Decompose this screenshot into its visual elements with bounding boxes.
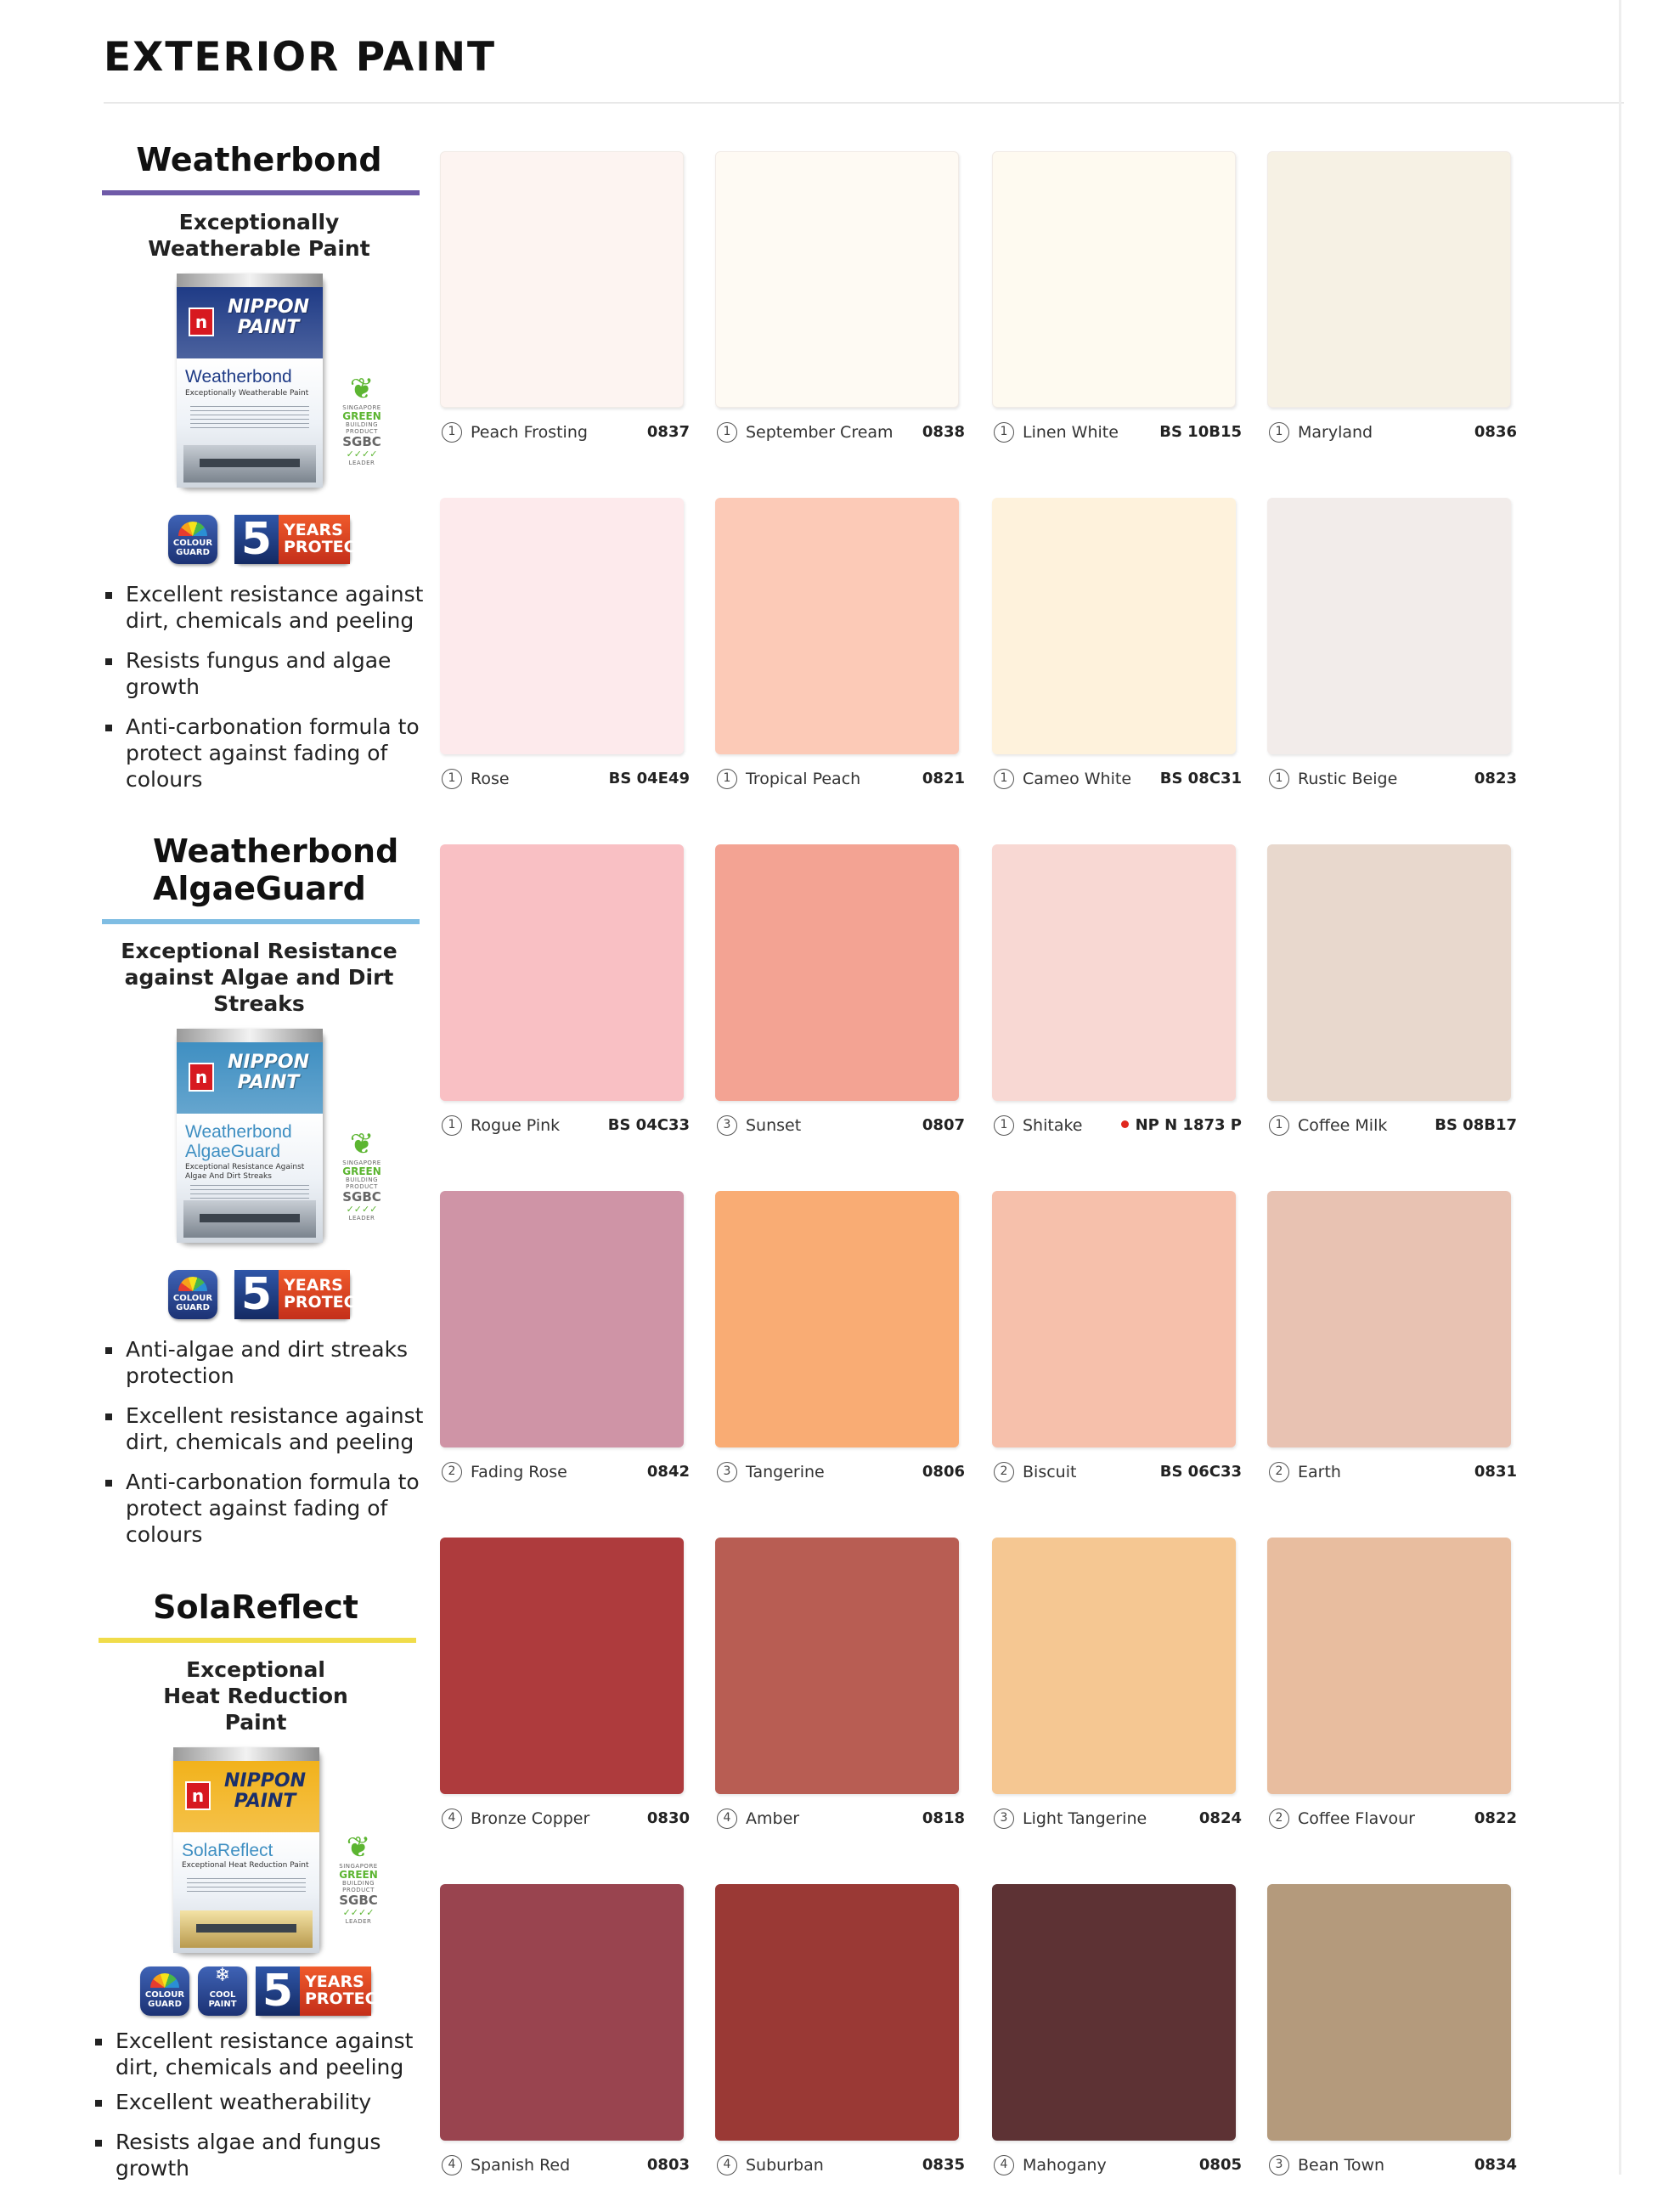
feature-list	[93, 1336, 425, 1548]
swatch-code	[1159, 420, 1242, 445]
badge-row	[90, 1965, 421, 2017]
swatch-code	[1199, 1806, 1242, 1831]
swatch-label	[440, 1459, 690, 1485]
product-tagline: Exceptional Resistance against Algae and Dirt Streaks	[121, 939, 397, 1016]
color-swatch[interactable]	[440, 1191, 690, 1481]
swatch-tier-number: 3	[717, 1115, 737, 1136]
product-rule	[102, 190, 420, 195]
swatch-chip[interactable]	[1267, 151, 1511, 408]
swatch-name: Peach Frosting	[471, 423, 588, 442]
product-rule	[102, 919, 420, 924]
sgbc-text: SINGAPORE	[342, 1160, 381, 1166]
swatch-code-text: NP N 1873 P	[1135, 1116, 1242, 1134]
color-swatch[interactable]	[1267, 151, 1517, 442]
can-brand-text: NIPPON PAINT	[228, 296, 309, 338]
swatch-label	[440, 1113, 690, 1138]
nippon-logo-icon: n	[189, 308, 214, 336]
swatch-code-text: 0821	[922, 770, 965, 787]
feature-item: Excellent resistance against dirt, chemicals and peeling	[100, 1402, 425, 1455]
swatch-code	[1160, 1459, 1242, 1485]
swatch-label	[992, 766, 1242, 792]
color-swatch[interactable]	[715, 1538, 965, 1828]
color-swatch[interactable]	[440, 1538, 690, 1828]
page-title: EXTERIOR PAINT	[104, 34, 497, 81]
swatch-code	[647, 2153, 690, 2178]
swatch-code	[647, 1806, 690, 1831]
swatch-name: Rustic Beige	[1298, 770, 1398, 788]
color-swatch[interactable]	[715, 151, 965, 442]
product-rule	[99, 1638, 416, 1643]
swatch-code	[1160, 766, 1242, 792]
swatch-code	[922, 2153, 965, 2178]
title-divider	[104, 102, 1624, 104]
swatch-code-text: 0823	[1474, 770, 1517, 787]
5-years-protect-badge-icon: 5 YEARS PROTECT	[234, 1270, 350, 1319]
feature-item: Anti-carbonation formula to protect against fading of colours	[100, 1469, 425, 1548]
swatch-label	[715, 1459, 965, 1485]
swatch-code-text: 0803	[646, 2156, 690, 2174]
product-visual	[93, 274, 425, 503]
nippon-logo-icon: n	[189, 1063, 214, 1092]
paint-can	[177, 274, 323, 488]
badge-row	[93, 513, 425, 566]
swatch-code	[922, 1806, 965, 1831]
color-swatch[interactable]	[992, 1538, 1242, 1828]
color-swatch[interactable]	[1267, 1191, 1517, 1481]
swatch-code	[647, 420, 690, 445]
can-lid	[173, 1747, 319, 1761]
swatch-chip[interactable]	[715, 151, 959, 408]
swatch-label	[440, 1806, 690, 1831]
swatch-code-text: BS 08C31	[1159, 770, 1242, 787]
leaf-icon: ❦	[346, 1831, 371, 1865]
can-brand-text: NIPPON PAINT	[228, 1052, 309, 1093]
badge-row	[93, 1268, 425, 1321]
swatch-code-text: 0842	[646, 1463, 690, 1481]
swatch-chip[interactable]	[715, 1884, 959, 2141]
swatch-tier-number: 4	[442, 2155, 462, 2175]
sgbc-text: SGBC	[342, 1189, 381, 1205]
swatch-code-text: 0835	[922, 2156, 965, 2174]
swatch-code-text: 0805	[1198, 2156, 1242, 2174]
swatch-label	[1267, 2153, 1517, 2178]
swatch-tier-number: 1	[1269, 769, 1289, 789]
swatch-name: Tropical Peach	[746, 770, 861, 788]
swatch-code-text: BS 08B17	[1435, 1116, 1517, 1134]
5-years-protect-badge-icon: 5 YEARS PROTECT	[234, 515, 350, 564]
swatch-code	[1199, 2153, 1242, 2178]
swatch-code	[1121, 1113, 1242, 1138]
can-product-name: Weatherbond AlgaeGuard	[185, 1122, 292, 1161]
color-swatch[interactable]	[715, 844, 965, 1135]
swatch-name: Sunset	[746, 1116, 802, 1135]
can-fineprint	[187, 1878, 306, 1895]
sgbc-text: GREEN	[339, 1869, 378, 1881]
swatch-name: Mahogany	[1023, 2156, 1107, 2175]
sgbc-text: LEADER	[348, 1215, 375, 1222]
feature-item: Resists fungus and algae growth	[100, 647, 425, 700]
swatch-name: Shitake	[1023, 1116, 1083, 1135]
paint-can	[177, 1029, 323, 1243]
swatch-name: Suburban	[746, 2156, 824, 2175]
swatch-name: Linen White	[1023, 423, 1119, 442]
swatch-chip[interactable]	[992, 1191, 1236, 1447]
swatch-chip[interactable]	[715, 1538, 959, 1794]
swatch-name: Rose	[471, 770, 510, 788]
swatch-label	[715, 766, 965, 792]
swatch-code	[1474, 766, 1517, 792]
swatch-code-text: 0807	[922, 1116, 965, 1134]
product-name: SolaReflect	[153, 1588, 358, 1626]
swatch-code-text: 0838	[922, 423, 965, 441]
feature-list	[90, 2028, 421, 2181]
swatch-tier-number: 1	[1269, 422, 1289, 443]
product-tagline: Exceptional Heat Reduction Paint	[163, 1657, 348, 1735]
swatch-name: Spanish Red	[471, 2156, 571, 2175]
product-tagline: Exceptionally Weatherable Paint	[148, 210, 370, 261]
can-subtitle: Exceptionally Weatherable Paint	[185, 389, 309, 398]
can-lid	[177, 274, 323, 287]
feature-item: Excellent resistance against dirt, chemicals and peeling	[100, 581, 425, 634]
swatch-tier-number: 3	[717, 1462, 737, 1482]
can-fineprint	[190, 1185, 309, 1199]
swatch-chip[interactable]	[440, 844, 684, 1101]
sgbc-text: PRODUCT	[346, 1183, 378, 1190]
product-name: Weatherbond	[136, 141, 382, 178]
tick-icon: ✓✓✓✓	[346, 449, 378, 460]
product-visual	[93, 1029, 425, 1258]
swatch-name: Bean Town	[1298, 2156, 1385, 2175]
tick-icon: ✓✓✓✓	[346, 1204, 378, 1215]
color-swatch[interactable]	[440, 1884, 690, 2175]
can-product-name: SolaReflect	[182, 1841, 273, 1860]
swatch-code-text: 0822	[1474, 1809, 1517, 1827]
swatch-name: Tangerine	[746, 1463, 825, 1481]
sgbc-text: PRODUCT	[342, 1887, 375, 1893]
swatch-code-text: 0834	[1474, 2156, 1517, 2174]
leaf-icon: ❦	[349, 1127, 375, 1161]
red-dot-icon	[1121, 1120, 1129, 1128]
swatch-code	[608, 1113, 690, 1138]
color-swatch[interactable]	[440, 844, 690, 1135]
swatch-tier-number: 4	[994, 2155, 1014, 2175]
color-swatch[interactable]	[1267, 844, 1517, 1135]
can-brand-band	[177, 287, 323, 358]
swatch-code	[1474, 1459, 1517, 1485]
can-subtitle: Exceptional Resistance Against Algae And Dirt Streaks	[185, 1163, 305, 1181]
color-swatch[interactable]	[992, 844, 1242, 1135]
swatch-chip[interactable]	[715, 844, 959, 1101]
swatch-label	[440, 766, 690, 792]
product-solareflect	[90, 1588, 421, 2195]
tick-icon: ✓✓✓✓	[342, 1907, 375, 1918]
swatch-chip[interactable]	[1267, 1538, 1511, 1794]
color-swatch[interactable]	[715, 1191, 965, 1481]
swatch-name: September Cream	[746, 423, 894, 442]
swatch-code	[1435, 1113, 1517, 1138]
swatch-label	[992, 1113, 1242, 1138]
product-name: Weatherbond AlgaeGuard	[153, 832, 399, 907]
paint-can	[173, 1747, 319, 1953]
swatch-name: Fading Rose	[471, 1463, 567, 1481]
swatch-label	[715, 420, 965, 445]
swatch-code-text: 0806	[922, 1463, 965, 1481]
can-lid	[177, 1029, 323, 1042]
swatch-label	[715, 1806, 965, 1831]
swatch-code-text: 0830	[646, 1809, 690, 1827]
feature-item: Anti-algae and dirt streaks protection	[100, 1336, 425, 1389]
swatch-code	[1474, 420, 1517, 445]
feature-item: Resists algae and fungus growth	[90, 2129, 421, 2181]
swatch-chip[interactable]	[440, 1191, 684, 1447]
swatch-chip[interactable]	[992, 151, 1236, 408]
swatch-code-text: BS 10B15	[1159, 423, 1242, 441]
swatch-chip[interactable]	[1267, 498, 1511, 754]
swatch-label	[1267, 766, 1517, 792]
swatch-code	[922, 1459, 965, 1485]
swatch-label	[992, 1806, 1242, 1831]
can-brand-band	[173, 1761, 319, 1832]
colour-guard-badge-icon: COLOUR GUARD	[168, 515, 217, 564]
swatch-chip[interactable]	[1267, 844, 1511, 1101]
swatch-chip[interactable]	[715, 1191, 959, 1447]
swatch-chip[interactable]	[1267, 1884, 1511, 2141]
swatch-code-text: BS 06C33	[1159, 1463, 1242, 1481]
color-swatch[interactable]	[992, 1191, 1242, 1481]
swatch-code	[647, 1459, 690, 1485]
swatch-label	[992, 2153, 1242, 2178]
swatch-tier-number: 4	[717, 2155, 737, 2175]
can-label	[177, 1114, 323, 1243]
swatch-code-text: 0831	[1474, 1463, 1517, 1481]
can-label	[173, 1832, 319, 1953]
swatch-label	[715, 2153, 965, 2178]
product-weatherbond	[93, 141, 425, 806]
sgbc-text: SGBC	[342, 434, 381, 449]
swatch-tier-number: 1	[717, 769, 737, 789]
swatch-code-text: 0836	[1474, 423, 1517, 441]
sgbc-text: BUILDING	[341, 1880, 375, 1887]
swatch-label	[1267, 1459, 1517, 1485]
swatch-tier-number: 1	[994, 769, 1014, 789]
sgbc-text: PRODUCT	[346, 428, 378, 435]
sgbc-certification-icon	[335, 1832, 382, 1925]
sgbc-text: GREEN	[342, 410, 381, 422]
swatch-tier-number: 4	[717, 1808, 737, 1829]
swatch-name: Light Tangerine	[1023, 1809, 1147, 1828]
swatch-label	[440, 420, 690, 445]
colour-guard-badge-icon: COLOUR GUARD	[140, 1966, 189, 2016]
swatch-name: Coffee Milk	[1298, 1116, 1388, 1135]
color-swatch[interactable]	[992, 1884, 1242, 2175]
swatch-code	[609, 766, 690, 792]
sgbc-text: GREEN	[342, 1165, 381, 1177]
sgbc-text: LEADER	[348, 460, 375, 466]
feature-item: Excellent resistance against dirt, chemicals and peeling	[90, 2028, 421, 2080]
can-fineprint	[190, 406, 309, 428]
swatch-chip[interactable]	[992, 844, 1236, 1101]
swatch-code-text: 0824	[1198, 1809, 1242, 1827]
swatch-chip[interactable]	[440, 1884, 684, 2141]
swatch-tier-number: 1	[442, 1115, 462, 1136]
swatch-chip[interactable]	[440, 498, 684, 754]
swatch-label	[1267, 1806, 1517, 1831]
cool-paint-badge-icon: ❄ COOL PAINT	[198, 1966, 247, 2016]
swatch-label	[440, 2153, 690, 2178]
sgbc-text: BUILDING	[345, 421, 378, 428]
swatch-name: Maryland	[1298, 423, 1373, 442]
sgbc-text: SINGAPORE	[339, 1863, 378, 1870]
colour-guard-badge-icon: COLOUR GUARD	[168, 1270, 217, 1319]
product-weatherbond-algaeguard	[93, 832, 425, 1561]
swatch-chip[interactable]	[992, 1538, 1236, 1794]
product-visual	[90, 1747, 421, 1958]
feature-item: Anti-carbonation formula to protect against fading of colours	[100, 714, 425, 793]
nippon-logo-icon: n	[185, 1781, 211, 1810]
swatch-code	[1474, 1806, 1517, 1831]
swatch-code-text: BS 04E49	[608, 770, 690, 787]
swatch-label	[1267, 1113, 1517, 1138]
swatch-chip[interactable]	[440, 1538, 684, 1794]
swatch-chip[interactable]	[715, 498, 959, 754]
color-swatch[interactable]	[440, 151, 690, 442]
swatch-tier-number: 1	[442, 422, 462, 443]
swatch-code	[922, 420, 965, 445]
swatch-tier-number: 1	[442, 769, 462, 789]
swatch-tier-number: 1	[994, 422, 1014, 443]
swatch-code-text: BS 04C33	[607, 1116, 690, 1134]
can-brand-text: NIPPON PAINT	[224, 1770, 306, 1812]
sgbc-text: BUILDING	[345, 1176, 378, 1183]
color-swatch[interactable]	[1267, 498, 1517, 788]
house-illustration-icon	[183, 1200, 316, 1238]
can-subtitle: Exceptional Heat Reduction Paint	[182, 1861, 309, 1870]
swatch-tier-number: 1	[717, 422, 737, 443]
sgbc-certification-icon	[338, 1129, 386, 1222]
feature-list	[93, 581, 425, 793]
sgbc-text: LEADER	[345, 1918, 372, 1925]
sgbc-text: SINGAPORE	[342, 404, 381, 411]
color-swatch[interactable]	[440, 498, 690, 788]
swatch-code-text: 0818	[922, 1809, 965, 1827]
swatch-code	[922, 766, 965, 792]
swatch-tier-number: 3	[994, 1808, 1014, 1829]
color-swatch[interactable]	[1267, 1538, 1517, 1828]
swatch-tier-number: 2	[1269, 1462, 1289, 1482]
swatch-tier-number: 2	[442, 1462, 462, 1482]
swatch-name: Bronze Copper	[471, 1809, 590, 1828]
can-label	[177, 358, 323, 488]
swatch-tier-number: 3	[1269, 2155, 1289, 2175]
swatch-code-text: 0837	[646, 423, 690, 441]
house-illustration-icon	[180, 1910, 313, 1948]
swatch-chip[interactable]	[992, 498, 1236, 754]
color-swatch[interactable]	[715, 498, 965, 788]
color-swatch[interactable]	[1267, 1884, 1517, 2175]
color-swatch[interactable]	[715, 1884, 965, 2175]
swatch-name: Rogue Pink	[471, 1116, 561, 1135]
swatch-tier-number: 1	[994, 1115, 1014, 1136]
swatch-label	[1267, 420, 1517, 445]
house-illustration-icon	[183, 445, 316, 482]
swatch-chip[interactable]	[992, 1884, 1236, 2141]
swatch-label	[992, 1459, 1242, 1485]
swatch-code	[922, 1113, 965, 1138]
swatch-chip[interactable]	[1267, 1191, 1511, 1447]
swatch-name: Earth	[1298, 1463, 1341, 1481]
color-swatch[interactable]	[992, 498, 1242, 788]
swatch-chip[interactable]	[440, 151, 684, 408]
swatch-tier-number: 2	[1269, 1808, 1289, 1829]
sgbc-certification-icon	[338, 374, 386, 466]
swatch-label	[992, 420, 1242, 445]
leaf-icon: ❦	[349, 372, 375, 406]
swatch-tier-number: 1	[1269, 1115, 1289, 1136]
feature-item: Excellent weatherability	[90, 2089, 421, 2115]
swatch-tier-number: 2	[994, 1462, 1014, 1482]
swatch-label	[715, 1113, 965, 1138]
color-swatch[interactable]	[992, 151, 1242, 442]
can-product-name: Weatherbond	[185, 367, 292, 387]
page-edge	[1619, 0, 1621, 2175]
swatch-name: Amber	[746, 1809, 800, 1828]
5-years-protect-badge-icon: 5 YEARS PROTECT	[256, 1966, 371, 2016]
swatch-name: Coffee Flavour	[1298, 1809, 1415, 1828]
swatch-code	[1474, 2153, 1517, 2178]
swatch-tier-number: 4	[442, 1808, 462, 1829]
swatch-name: Biscuit	[1023, 1463, 1077, 1481]
can-brand-band	[177, 1042, 323, 1114]
swatch-name: Cameo White	[1023, 770, 1132, 788]
sgbc-text: SGBC	[339, 1893, 378, 1908]
